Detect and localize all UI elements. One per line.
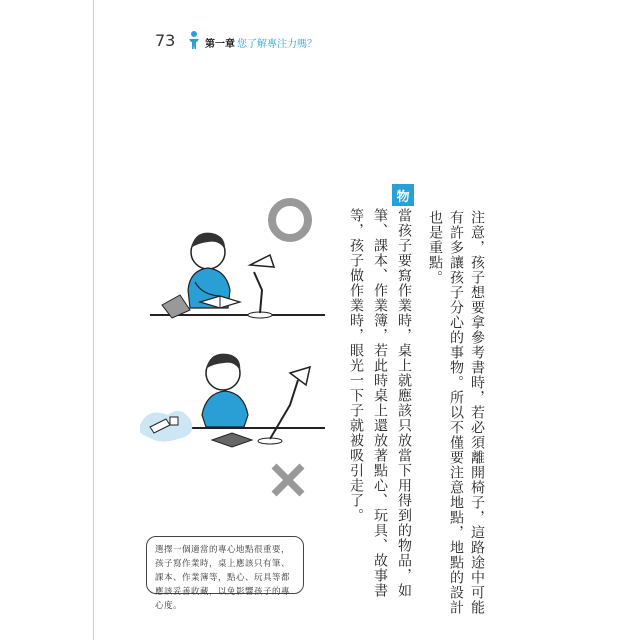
chapter-title: 您了解專注力嗎？ (237, 39, 317, 50)
body-column-6: 等，孩子做作業時，眼光一下子就被吸引走了。 (348, 208, 364, 523)
body-column-3: 也是重點。 (427, 210, 443, 285)
caption-box (146, 536, 304, 611)
page-edge (93, 0, 94, 640)
body-column-1: 注意，孩子想要拿參考書時，若必須離開椅子，這路途中可能 (469, 210, 485, 615)
body-column-5: 筆、課本、作業簿，若此時桌上還放著點心、玩具、故事書 (372, 208, 388, 598)
cross-icon (270, 462, 306, 498)
body-column-4: 當孩子要寫作業時，桌上就應該只放當下用得到的物品，如 (396, 208, 412, 598)
distracted-child-illustration (140, 345, 325, 465)
person-icon (187, 30, 201, 50)
child-studying-illustration (150, 210, 325, 330)
chapter-label: 第一章 (205, 39, 235, 50)
caption-text: 選擇一個適當的專心地點很重要，孩子寫作業時，桌上應該只有筆、課本、作業簿等，點心、玩具等都應該妥善收藏，以免影響孩子的專心度。 (155, 545, 291, 611)
body-column-2: 有許多讓孩子分心的事物。所以不僅要注意地點，地點的設計 (448, 210, 464, 615)
page-number: 73 (155, 31, 176, 50)
section-tag: 物 (392, 184, 414, 206)
